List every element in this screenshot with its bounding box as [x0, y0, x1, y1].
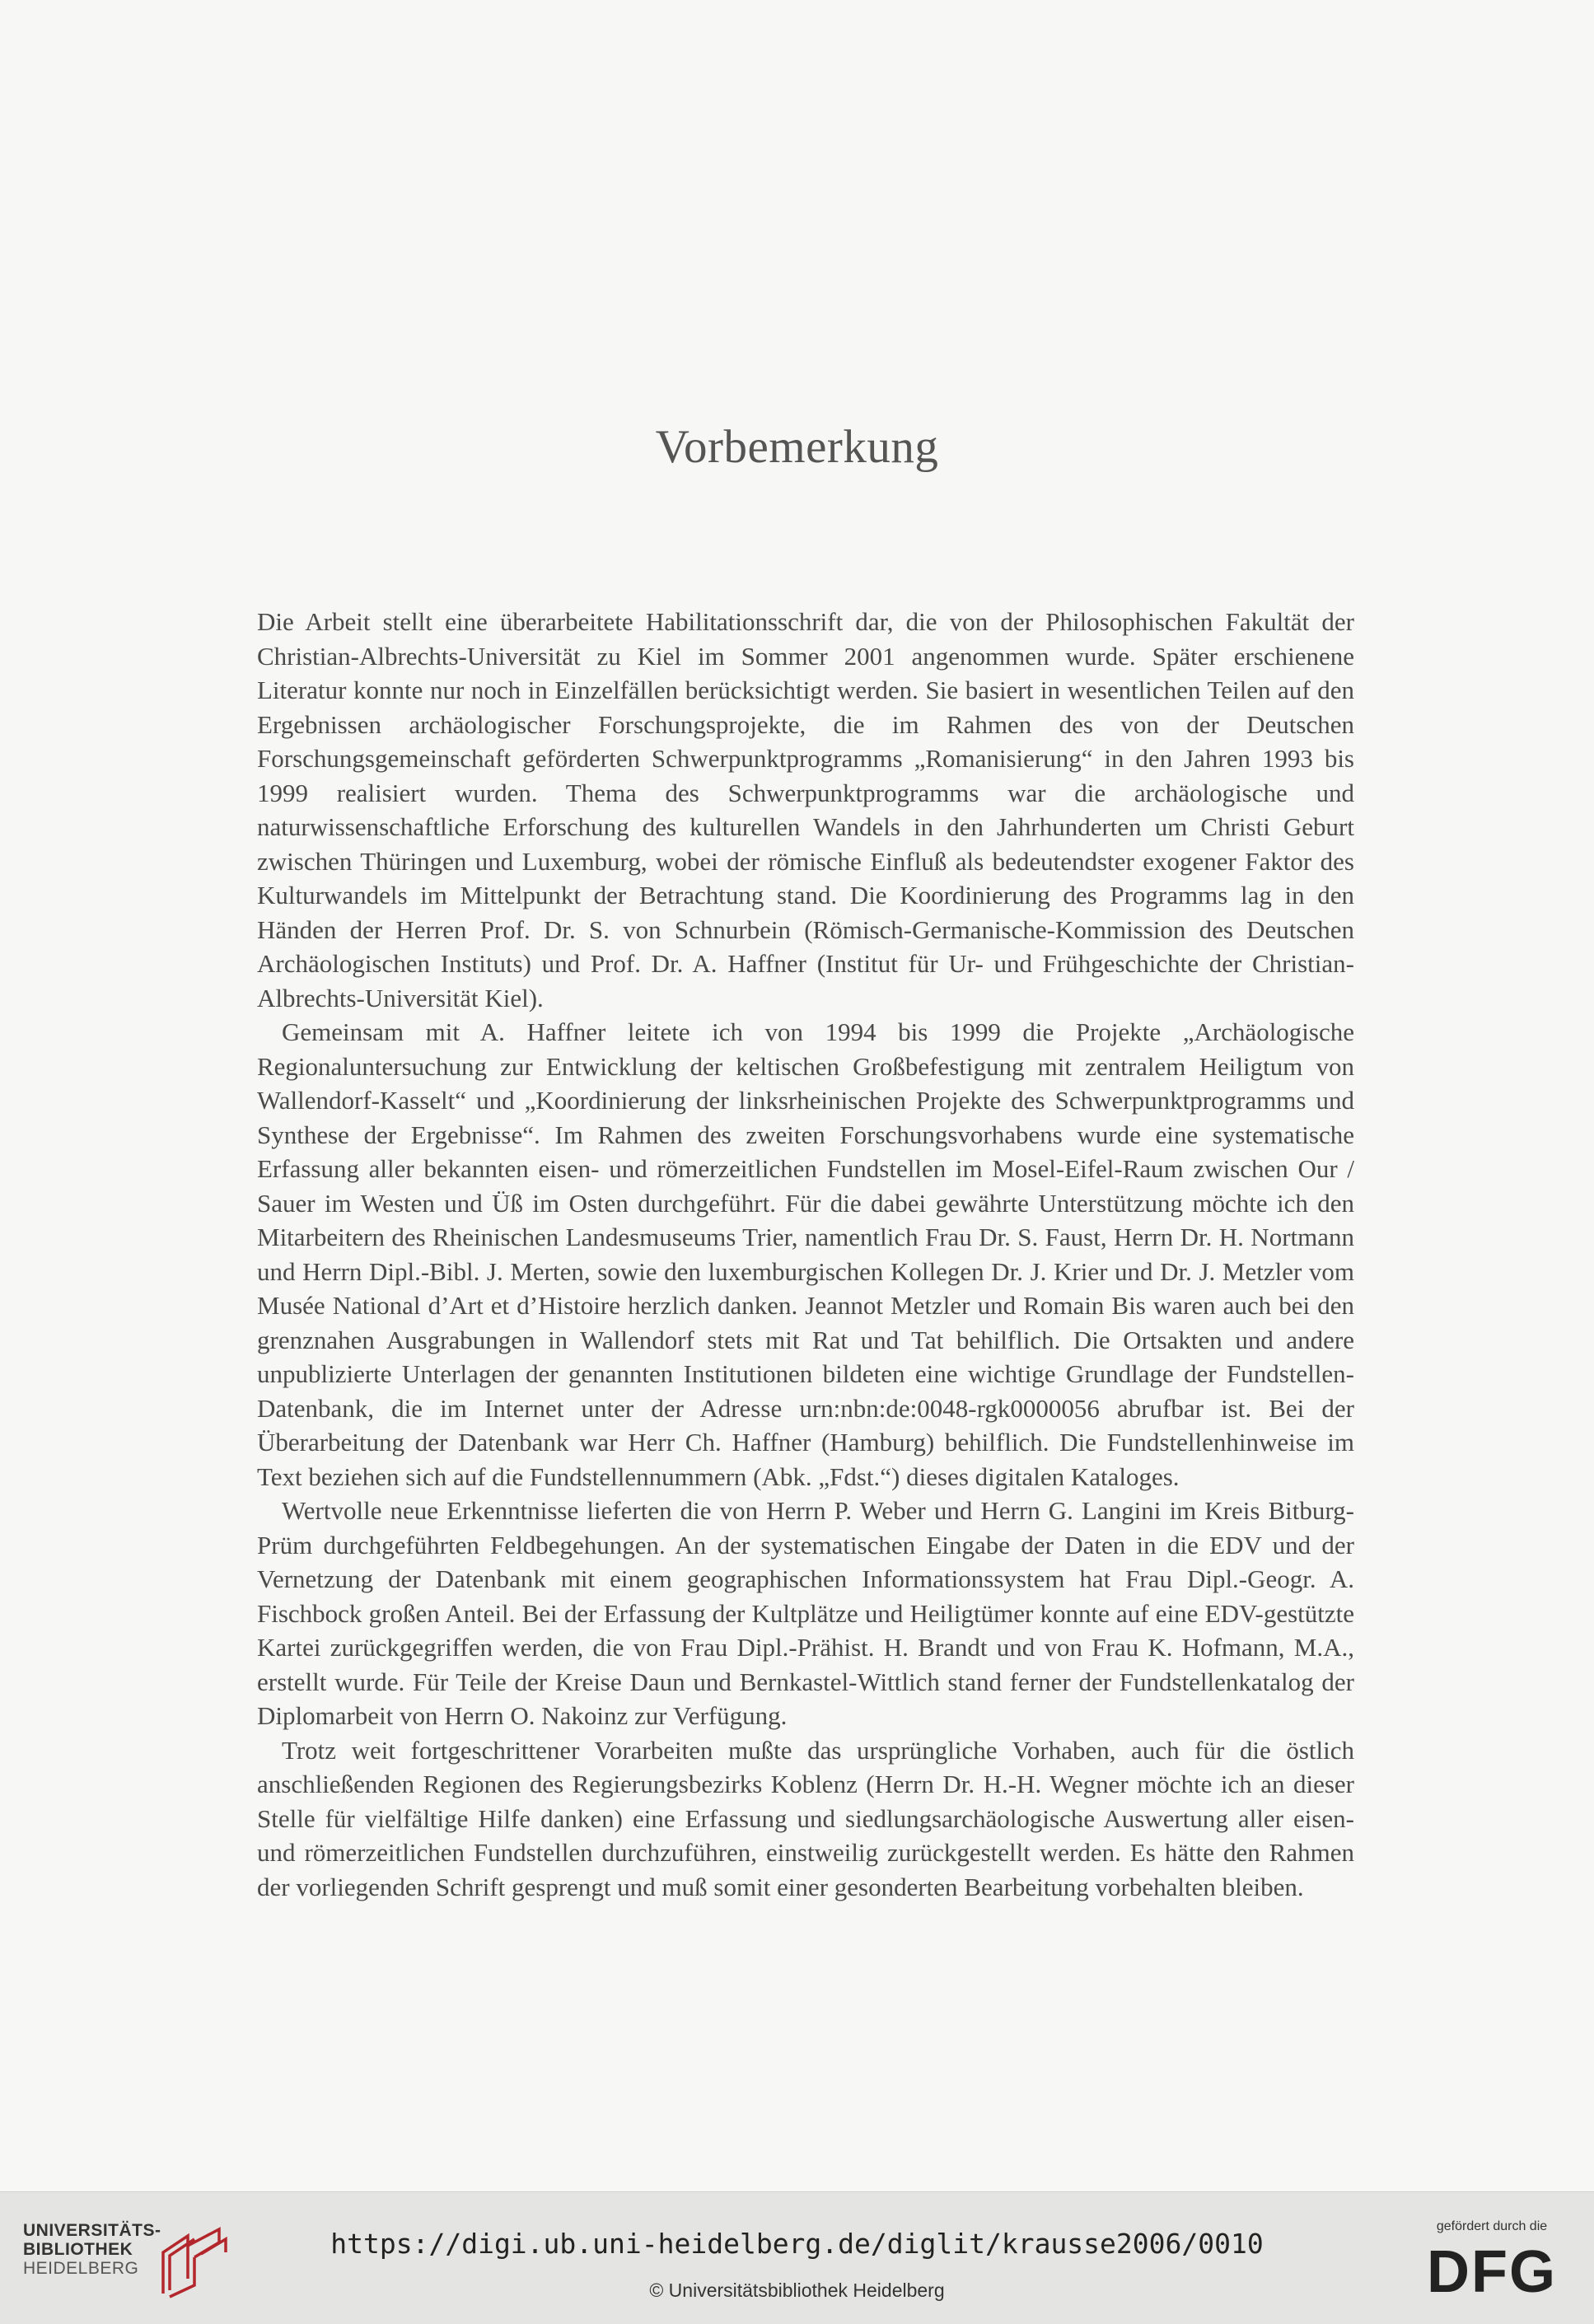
dfg-funding-logo[interactable] [1414, 2219, 1570, 2310]
copyright-notice: © Universitätsbibliothek Heidelberg [649, 2280, 945, 2301]
document-body [257, 605, 1354, 1904]
library-logo-line1: UNIVERSITÄTS- [23, 2221, 161, 2240]
library-logo-line3: HEIDELBERG [23, 2259, 139, 2278]
paragraph-1: Die Arbeit stellt eine überarbeitete Habilitationsschrift dar, die von der Philosophischen Fakultät der Christian-Albrechts-Universität zu Kiel im Sommer 2001 angenommen wurde. Später erschienene Literatur konnte nur noch in Einzelfällen berücksichtigt werden. Sie basiert in wesentlichen Teilen auf den Ergebnissen archäologischer Forschungsprojekte, die im Rahmen des von der Deutschen Forschungsgemeinschaft geförderten Schwerpunktprogramms „Romanisierung“ in den Jahren 1993 bis 1999 realisiert wurden. Thema des Schwerpunktprogramms war die archäologische und naturwissenschaftliche Erforschung des kulturellen Wandels in den Jahrhunderten um Christi Geburt zwischen Thüringen und Luxemburg, wobei der römische Einfluß als bedeutendster exogener Faktor des Kulturwandels im Mittelpunkt der Betrachtung stand. Die Koordinierung des Programms lag in den Händen der Herren Prof. Dr. S. von Schnurbein (Römisch-Germanische-Kommission des Deutschen Archäologischen Instituts) und Prof. Dr. A. Haffner (Institut für Ur- und Frühgeschichte der Christian-Albrechts-Universität Kiel). [257, 607, 1354, 1012]
paragraph-3: Wertvolle neue Erkenntnisse lieferten die von Herrn P. Weber und Herrn G. Langini im Kreis Bitburg-Prüm durchgeführten Feldbegehungen. An der systematischen Eingabe der Daten in die EDV und der Vernetzung der Datenbank mit einem geographischen Informationssystem hat Frau Dipl.-Geogr. A. Fischbock großen Anteil. Bei der Erfassung der Kultplätze und Heiligtümer konnte auf eine EDV-gestützte Kartei zurückgegriffen werden, die von Frau Dipl.-Prähist. H. Brandt und von Frau K. Hofmann, M.A., erstellt wurde. Für Teile der Kreise Daun und Bernkastel-Wittlich stand ferner der Fundstellenkatalog der Diplomarbeit von Herrn O. Nakoinz zur Verfügung. [257, 1496, 1354, 1730]
paragraph-2: Gemeinsam mit A. Haffner leitete ich von 1994 bis 1999 die Projekte „Archäologische Regionaluntersuchung zur Entwicklung der keltischen Großbefestigung mit zentralem Heiligtum von Wallendorf-Kasselt“ und „Koordinierung der linksrheinischen Projekte des Schwerpunktprogramms und Synthese der Ergebnisse“. Im Rahmen des zweiten Forschungsvorhabens wurde eine systematische Erfassung aller bekannten eisen- und römerzeitlichen Fundstellen im Mosel-Eifel-Raum zwischen Our / Sauer im Westen und Üß im Osten durchgeführt. Für die dabei gewährte Unterstützung möchte ich den Mitarbeitern des Rheinischen Landesmuseums Trier, namentlich Frau Dr. S. Faust, Herrn Dr. H. Nortmann und Herrn Dipl.-Bibl. J. Merten, sowie den luxemburgischen Kollegen Dr. J. Krier und Dr. J. Metzler vom Musée National d’Art et d’Histoire herzlich danken. Jeannot Metzler und Romain Bis waren auch bei den grenznahen Ausgrabungen in Wallendorf stets mit Rat und Tat behilflich. Die Ortsakten und andere unpublizierte Unterlagen der genannten Institutionen bildeten eine wichtige Grundlage der Fundstellen-Datenbank, die im Internet unter der Adresse urn:nbn:de:0048-rgk0000056 abrufbar ist. Bei der Überarbeitung der Datenbank war Herr Ch. Haffner (Hamburg) behilflich. Die Fundstellenhinweise im Text beziehen sich auf die Fundstellennummern (Abk. „Fdst.“) dieses digitalen Kataloges. [257, 1017, 1354, 1491]
paragraph-4: Trotz weit fortgeschrittener Vorarbeiten mußte das ursprüngliche Vorhaben, auch für die östlich anschließenden Regionen des Regierungsbezirks Koblenz (Herrn Dr. H.-H. Wegner möchte ich an dieser Stelle für vielfältige Hilfe danken) eine Erfassung und siedlungsarchäologische Auswertung aller eisen- und römerzeitlichen Fundstellen durchzuführen, einstweilig zurückgestellt werden. Es hätte den Rahmen der vorliegenden Schrift gesprengt und muß somit einer gesonderten Bearbeitung vorbehalten bleiben. [257, 1735, 1354, 1901]
dfg-logo-text: DFG [1427, 2239, 1557, 2305]
page-title: Vorbemerkung [655, 421, 939, 473]
permalink-url[interactable]: https://digi.ub.uni-heidelberg.de/diglit/krausse2006/0010 [330, 2228, 1264, 2260]
dfg-caption: gefördert durch die [1436, 2219, 1548, 2233]
library-logo-line2: BIBLIOTHEK [23, 2240, 133, 2259]
